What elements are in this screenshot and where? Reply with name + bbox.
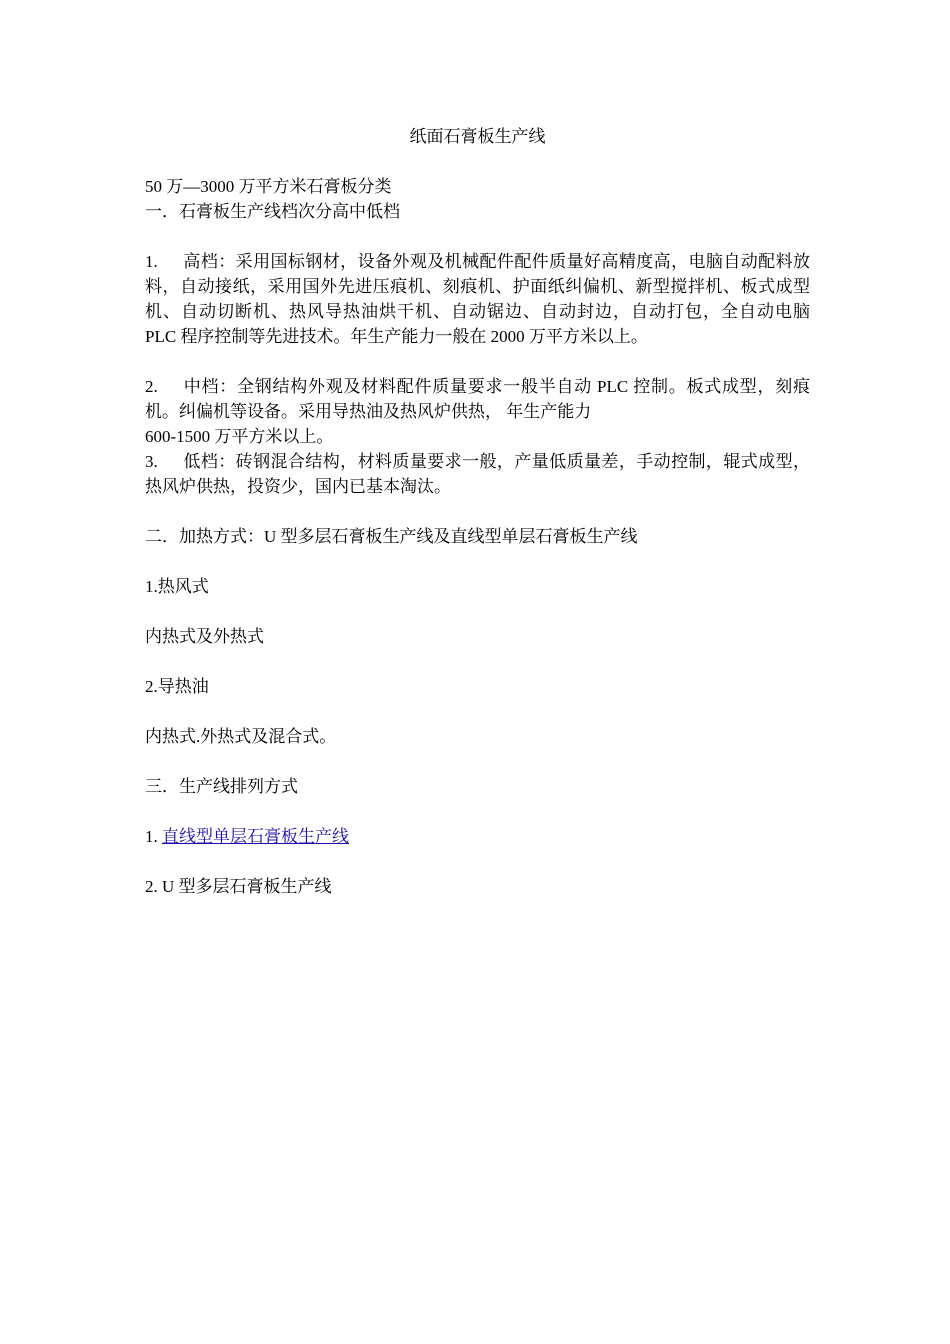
list-item-low-grade [145,449,810,499]
layout-item-u-type: 2. U 型多层石膏板生产线 [145,877,332,896]
list-item-text: 中档：全钢结构外观及材料配件质量要求一般半自动 PLC 控制。板式成型，刻痕机。纠偏机等设备。采用导热油及热风炉供热， 年生产能力 [145,377,810,421]
list-item-text: 低档：砖钢混合结构，材料质量要求一般，产量低质量差，手动控制，辊式成型，热风炉供热，投资少，国内已基本淘汰。 [145,452,810,496]
document-title: 纸面石膏板生产线 [409,127,546,146]
list-number: 1. [145,252,158,271]
section1-heading: 一．石膏板生产线档次分高中低档 [145,202,400,221]
list-item-mid-grade [145,374,810,424]
document-body [145,124,832,899]
list-item-high-grade [145,249,832,349]
heating-type-hot-air: 1.热风式 [145,577,209,596]
heating-type-hot-air-desc: 内热式及外热式 [145,627,264,646]
list-number: 2. [145,377,158,396]
list-item-text: 高档：采用国标钢材，设备外观及机械配件配件质量好高精度高，电脑自动配料放料，自动接纸，采用国外先进压痕机、刻痕机、护面纸纠偏机、新型搅拌机、板式成型机、自动切断机、热风导热油烘干机、自动锯边、自动封边，自动打包，全自动电脑 PLC 程序控制等先进技术。年生产能力一般在 2000 万平方米以上。 [145,252,832,346]
heating-type-thermal-oil-desc: 内热式.外热式及混合式。 [145,727,337,746]
list-number: 3. [145,452,158,471]
section2-heading: 二．加热方式：U 型多层石膏板生产线及直线型单层石膏板生产线 [145,527,638,546]
linear-line-link[interactable]: 直线型单层石膏板生产线 [162,827,349,846]
heating-type-thermal-oil: 2.导热油 [145,677,209,696]
list-item-mid-grade-continued: 600-1500 万平方米以上。 [145,427,334,446]
layout-item-linear [145,824,810,849]
list-number: 1. [145,827,158,846]
document-subtitle: 50 万—3000 万平方米石膏板分类 [145,177,392,196]
section3-heading: 三．生产线排列方式 [145,777,298,796]
